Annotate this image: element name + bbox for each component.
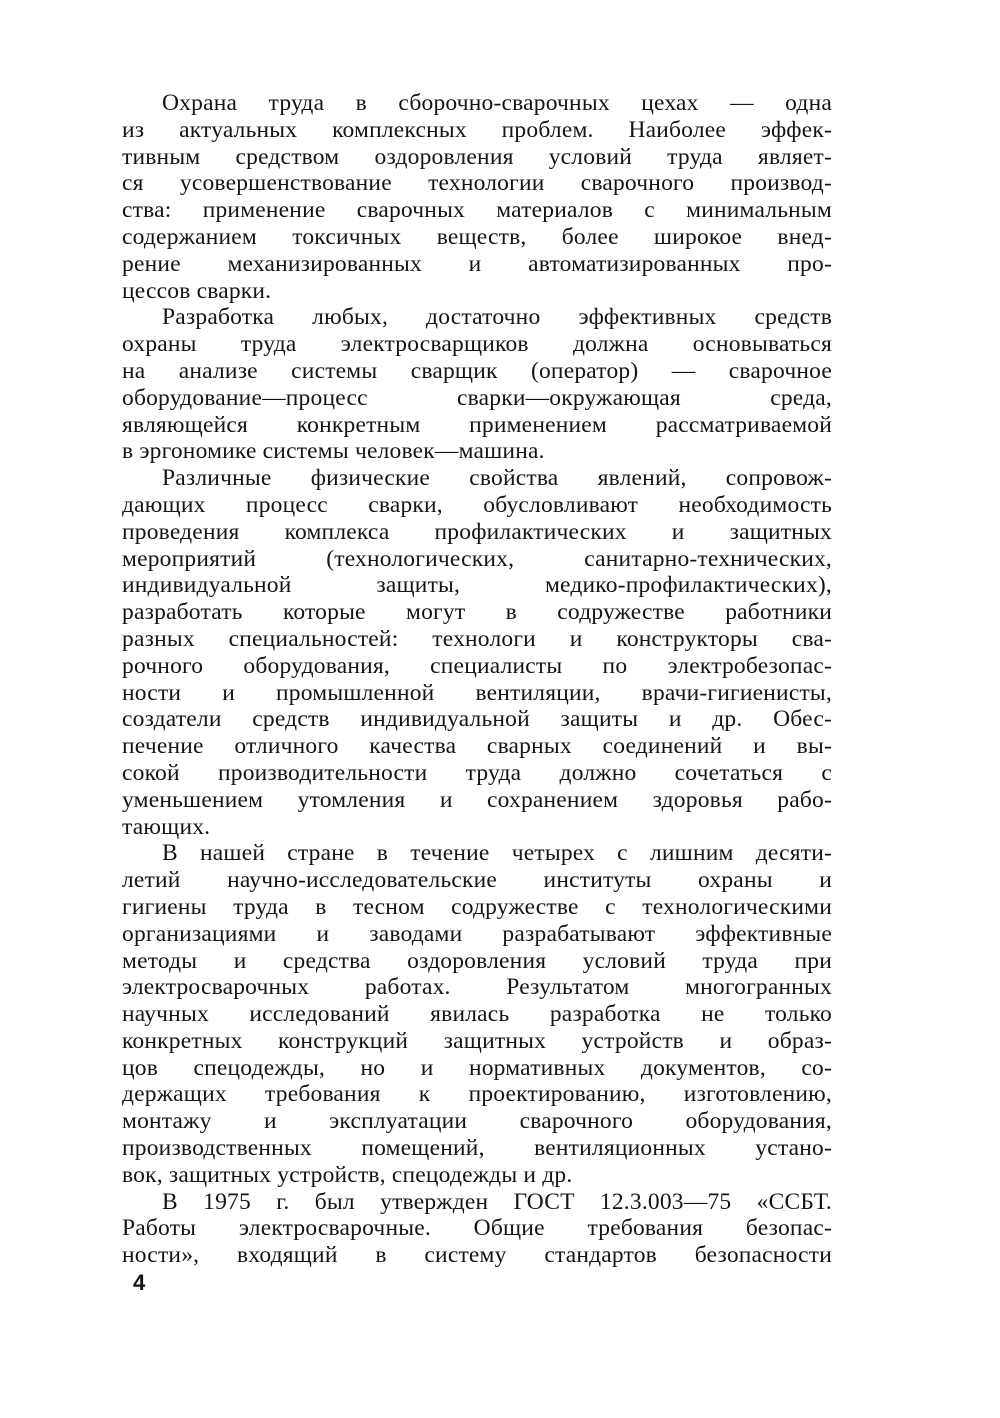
text-line: держащих требования к проектированию, изготовлению, <box>122 1081 832 1108</box>
text-line: монтажу и эксплуатации сварочного оборудования, <box>122 1108 832 1135</box>
text-line: проведения комплекса профилактических и защитных <box>122 518 832 545</box>
text-line: научных исследований явилась разработка не только <box>122 1001 832 1028</box>
text-line: в эргономике системы человек—машина. <box>122 438 545 465</box>
text-line: содержанием токсичных веществ, более широкое внед- <box>122 223 832 250</box>
text-line: методы и средства оздоровления условий труда при <box>122 947 832 974</box>
document-body <box>122 90 832 1269</box>
paragraph <box>122 840 832 1188</box>
text-line: сокой производительности труда должно сочетаться с <box>122 759 832 786</box>
text-line: цессов сварки. <box>122 277 272 304</box>
paragraph <box>122 465 832 840</box>
paragraph <box>122 1189 832 1269</box>
text-line: тающих. <box>122 813 211 840</box>
text-line: охраны труда электросварщиков должна основываться <box>122 331 832 358</box>
text-line: Разработка любых, достаточно эффективных средств <box>162 304 832 331</box>
text-line: оборудование—процесс сварки—окружающая среда, <box>122 384 832 411</box>
text-line: разработать которые могут в содружестве работники <box>122 599 832 626</box>
text-line: Охрана труда в сборочно-сварочных цехах — одна <box>162 90 832 116</box>
text-line: Работы электросварочные. Общие требования безопас- <box>122 1215 832 1242</box>
text-line: цов спецодежды, но и нормативных документов, со- <box>122 1054 832 1081</box>
text-line: ности», входящий в систему стандартов безопасности <box>122 1242 832 1269</box>
text-line: на анализе системы сварщик (оператор) — сварочное <box>122 357 832 384</box>
text-line: ства: применение сварочных материалов с минимальным <box>122 197 832 224</box>
text-line: являющейся конкретным применением рассматриваемой <box>122 411 832 438</box>
text-line: электросварочных работах. Результатом многогранных <box>122 974 832 1001</box>
text-line: уменьшением утомления и сохранением здоровья рабо- <box>122 786 832 813</box>
text-line: индивидуальной защиты, медико-профилактических), <box>122 572 832 599</box>
text-line: вок, защитных устройств, спецодежды и др. <box>122 1161 573 1188</box>
text-line: Различные физические свойства явлений, сопровож- <box>162 465 832 492</box>
text-line: разных специальностей: технологи и конструкторы сва- <box>122 625 832 652</box>
text-line: рочного оборудования, специалисты по электробезопас- <box>122 652 832 679</box>
text-line: тивным средством оздоровления условий труда являет- <box>122 143 832 170</box>
text-line: производственных помещений, вентиляционных устано- <box>122 1135 832 1162</box>
text-line: ности и промышленной вентиляции, врачи-гигиенисты, <box>122 679 832 706</box>
text-line: создатели средств индивидуальной защиты и др. Обес- <box>122 706 832 733</box>
text-line: дающих процесс сварки, обусловливают необходимость <box>122 491 832 518</box>
text-line: конкретных конструкций защитных устройств и образ- <box>122 1027 832 1054</box>
text-line: мероприятий (технологических, санитарно-технических, <box>122 545 832 572</box>
page-number: 4 <box>133 1270 146 1295</box>
text-line: печение отличного качества сварных соединений и вы- <box>122 733 832 760</box>
text-line: организациями и заводами разрабатывают эффективные <box>122 920 832 947</box>
paragraph <box>122 90 832 304</box>
paragraph <box>122 304 832 465</box>
text-line: ся усовершенствование технологии сварочного производ- <box>122 170 832 197</box>
text-line: В нашей стране в течение четырех с лишним десяти- <box>162 840 832 867</box>
text-line: рение механизированных и автоматизированных про- <box>122 250 832 277</box>
text-line: летий научно-исследовательские институты охраны и <box>122 867 832 894</box>
text-line: из актуальных комплексных проблем. Наиболее эффек- <box>122 116 832 143</box>
text-line: гигиены труда в тесном содружестве с технологическими <box>122 893 832 920</box>
text-line: В 1975 г. был утвержден ГОСТ 12.3.003—75 «ССБТ. <box>162 1188 832 1215</box>
